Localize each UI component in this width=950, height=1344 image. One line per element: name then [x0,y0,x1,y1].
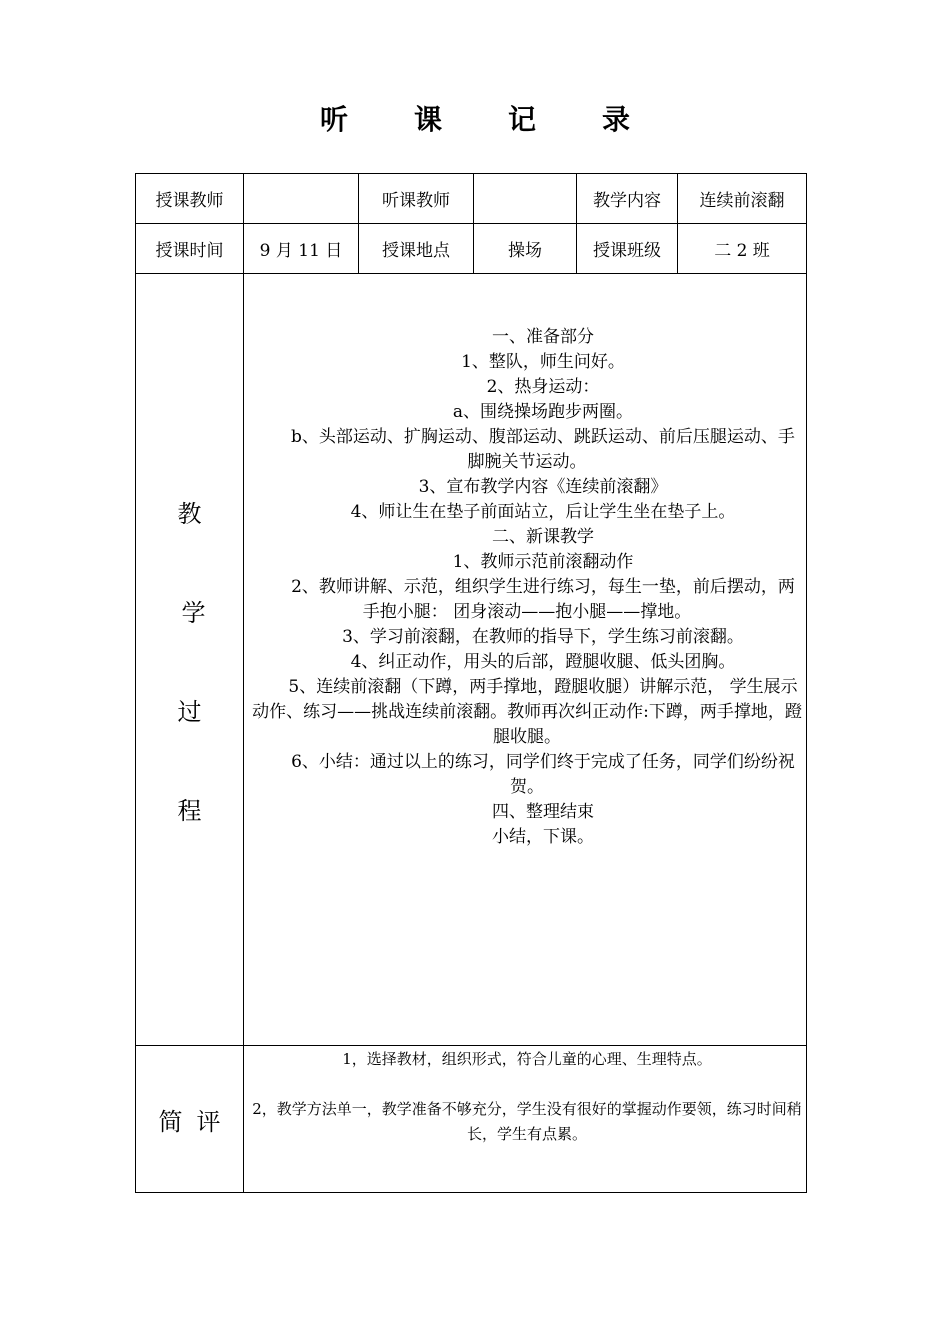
process-label-char: 学 [181,598,206,627]
process-paragraph: a、围绕操场跑步两圈。 [452,402,634,422]
class-value: 二 2 班 [678,224,807,274]
process-label-char: 教 [177,499,202,528]
process-paragraph: 5、连续前滚翻（下蹲，两手撑地，蹬腿收腿）讲解示范， 学生展示动作、练习——挑战连续前滚翻。教师再次纠正动作:下蹲，两手撑地，蹬腿收腿。 [252,677,802,747]
process-paragraph: 2、教师讲解、示范，组织学生进行练习，每生一垫，前后摆动，两手抱小腿： 团身滚动——抱小腿——撑地。 [291,577,795,622]
title-char: 录 [602,103,631,136]
title-char: 课 [413,103,442,136]
process-paragraph: 一、准备部分 [492,327,594,347]
lesson-record-table [135,173,807,1193]
process-row [136,274,807,1046]
review-item-2: 2，教学方法单一，教学准备不够充分，学生没有很好的掌握动作要领，练习时间稍长，学生有点累。 [252,1100,802,1143]
process-label-char: 过 [177,697,202,726]
teacher-value [244,174,359,224]
content-value: 连续前滚翻 [678,174,807,224]
title-char: 听 [319,103,348,136]
title-char: 记 [508,103,537,136]
review-row [136,1046,807,1193]
process-label [136,274,244,1046]
page-title [0,98,950,138]
content-label: 教学内容 [577,174,678,224]
place-value: 操场 [474,224,577,274]
info-row-2 [136,224,807,274]
time-label: 授课时间 [136,224,244,274]
time-value: 9 月 11 日 [244,224,359,274]
class-label: 授课班级 [577,224,678,274]
process-paragraph: 二、新课教学 [492,527,594,547]
process-paragraph: 四、整理结束 [492,802,594,822]
review-content [244,1046,807,1193]
review-item-1: 1，选择教材，组织形式，符合儿童的心理、生理特点。 [342,1050,712,1068]
review-label-cell [136,1046,244,1193]
process-paragraph: 2、热身运动： [486,377,600,397]
place-label: 授课地点 [359,224,474,274]
process-paragraph: 小结，下课。 [492,827,594,847]
process-paragraph: 3、学习前滚翻，在教师的指导下，学生练习前滚翻。 [342,627,744,647]
process-content [244,274,807,1046]
process-paragraph: 4、纠正动作，用头的后部，蹬腿收腿、低头团胸。 [350,652,736,672]
review-label: 简评 [158,1107,235,1136]
process-paragraph: 4、师让生在垫子前面站立，后让学生坐在垫子上。 [350,502,736,522]
process-paragraph: b、头部运动、扩胸运动、腹部运动、跳跃运动、前后压腿运动、手脚腕关节运动。 [291,427,795,472]
process-label-char: 程 [177,796,202,825]
teacher-label: 授课教师 [136,174,244,224]
process-paragraph: 3、宣布教学内容《连续前滚翻》 [418,477,668,497]
process-paragraph: 1、整队，师生问好。 [461,352,625,372]
listener-label: 听课教师 [359,174,474,224]
process-paragraph: 6、小结：通过以上的练习，同学们终于完成了任务，同学们纷纷祝贺。 [291,752,795,797]
info-row-1 [136,174,807,224]
listener-value [474,174,577,224]
process-paragraph: 1、教师示范前滚翻动作 [452,552,634,572]
